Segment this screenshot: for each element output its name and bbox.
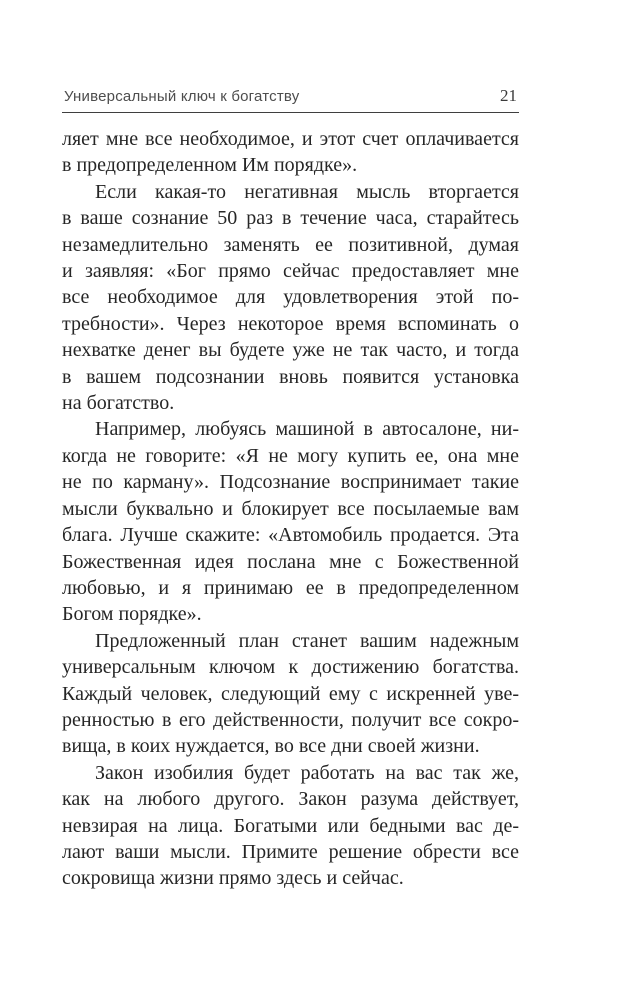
text-line: вища, в коих нуждается, во все дни своей жизни. xyxy=(62,735,480,758)
text-line: Каждый человек, следующий ему с искренней уве- xyxy=(62,682,519,705)
text-line: Например, любуясь машиной в автосалоне, ни- xyxy=(95,418,519,441)
text-line: любовью, и я принимаю ее в предопределенном xyxy=(62,576,519,599)
running-title: Универсальный ключ к богатству xyxy=(64,88,300,105)
text-line: нехватке денег вы будете уже не так часто, и тогда xyxy=(62,339,519,362)
text-line: Если какая-то негативная мысль вторгается xyxy=(95,180,519,203)
text-line: незамедлительно заменять ее позитивной, думая xyxy=(62,233,519,256)
text-line: как на любого другого. Закон разума действует, xyxy=(62,788,519,811)
text-line: универсальным ключом к достижению богатства. xyxy=(62,656,519,679)
text-line: блага. Лучше скажите: «Автомобиль продается. Эта xyxy=(62,524,519,547)
text-line: на богатство. xyxy=(62,392,175,415)
page-number: 21 xyxy=(500,86,517,105)
text-line: сокровища жизни прямо здесь и сейчас. xyxy=(62,867,404,890)
text-line: Божественная идея послана мне с Божественной xyxy=(62,550,519,573)
text-line: лают ваши мысли. Примите решение обрести все xyxy=(62,840,519,863)
text-line: Богом порядке». xyxy=(62,603,202,626)
text-line: ренностью в его действенности, получит все сокро- xyxy=(62,708,519,731)
text-line: в вашем подсознании вновь появится установка xyxy=(62,365,519,388)
text-line: невзирая на лица. Богатыми или бедными вас де- xyxy=(62,814,519,837)
running-header xyxy=(62,86,519,113)
text-line: в ваше сознание 50 раз в течение часа, старайтесь xyxy=(62,207,519,230)
text-line: Предложенный план станет вашим надежным xyxy=(95,629,519,652)
page-body xyxy=(62,126,519,892)
text-line: не по карману». Подсознание воспринимает такие xyxy=(62,471,519,494)
text-line: все необходимое для удовлетворения этой по- xyxy=(62,286,519,309)
text-line: когда не говорите: «Я не могу купить ее, она мне xyxy=(62,444,519,467)
text-line: в предопределенном Им порядке». xyxy=(62,154,358,177)
text-line: и заявляя: «Бог прямо сейчас предоставляет мне xyxy=(62,260,519,283)
text-line: мысли буквально и блокирует все посылаемые вам xyxy=(62,497,519,520)
text-line: Закон изобилия будет работать на вас так же, xyxy=(95,761,519,784)
text-line: ляет мне все необходимое, и этот счет оплачивается xyxy=(62,128,519,150)
text-line: требности». Через некоторое время вспоминать о xyxy=(62,312,519,335)
